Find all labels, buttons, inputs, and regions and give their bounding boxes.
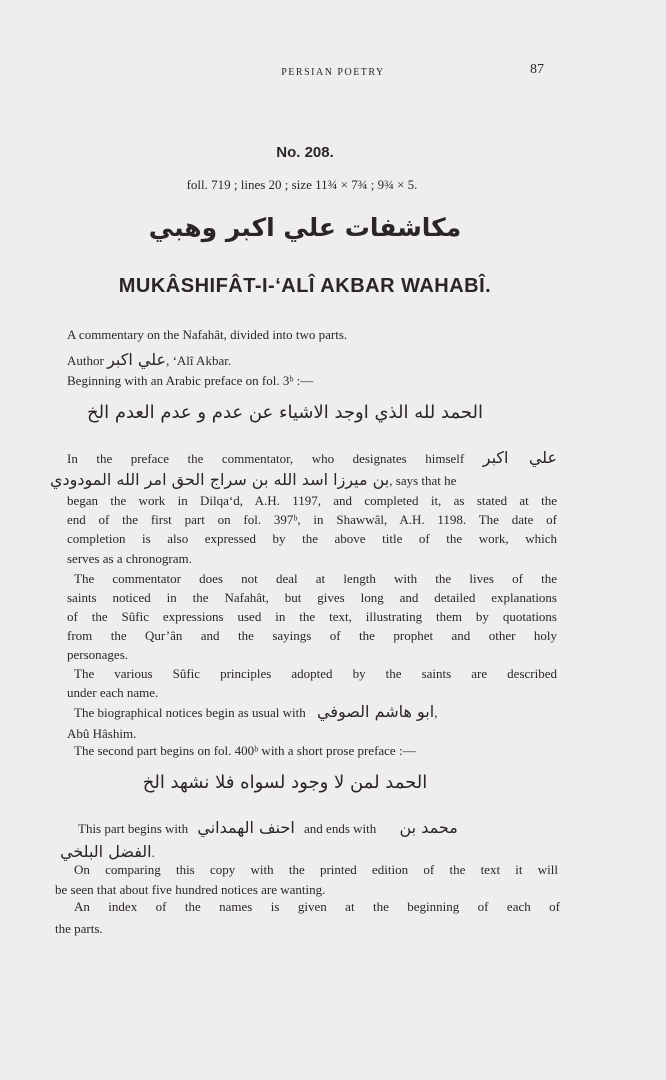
preface-text: , says that he bbox=[389, 473, 457, 488]
author-line bbox=[67, 350, 231, 369]
persian-title: مكاشفات علي اكبر وهبي bbox=[148, 213, 462, 242]
preface-line-2 bbox=[50, 470, 456, 489]
paragraph-5-line-1: The second part begins on fol. 400ᵇ with a short prose preface :— bbox=[74, 743, 416, 758]
commentator-full-arabic-name: بن ميرزا اسد الله بن سراج الحق امر الله المودودي bbox=[50, 470, 390, 489]
paragraph-8-line-2: the parts. bbox=[55, 921, 103, 936]
page-number: 87 bbox=[530, 62, 544, 77]
paragraph-text: and ends with bbox=[304, 821, 377, 836]
first-notice-arabic: احنف الهمداني bbox=[197, 818, 295, 837]
author-arabic-name: علي اكبر bbox=[107, 350, 167, 369]
paragraph-4-line-1 bbox=[74, 702, 437, 721]
arabic-second-preface-quote: الحمد لمن لا وجود لسواه فلا نشهد الخ bbox=[142, 772, 428, 793]
beginning-line: Beginning with an Arabic preface on fol. 3ᵇ :— bbox=[67, 373, 314, 388]
paragraph-2-line-2: saints noticed in the Nafahât, but gives long and detailed explanations bbox=[67, 590, 557, 605]
running-head: PERSIAN POETRY bbox=[281, 67, 385, 78]
preface-line-4: end of the first part on fol. 397ᵇ, in Shawwâl, A.H. 1198. The date of bbox=[67, 512, 557, 527]
last-notice-arabic-part-1: محمد بن bbox=[399, 818, 458, 837]
preface-line-3: began the work in Dilqa‘d, A.H. 1197, and completed it, as stated at the bbox=[67, 493, 557, 508]
author-transliteration: , ‘Alî Akbar. bbox=[166, 353, 232, 368]
description-line: A commentary on the Nafahât, divided into two parts. bbox=[67, 327, 348, 342]
author-label: Author bbox=[67, 353, 104, 368]
last-notice-arabic-part-2: الفضل البلخي bbox=[60, 842, 152, 861]
abu-hashim-arabic: ابو هاشم الصوفي bbox=[317, 702, 435, 721]
paragraph-8-line-1: An index of the names is given at the beginning of each of bbox=[74, 899, 560, 914]
paragraph-2-line-5: personages. bbox=[67, 647, 129, 662]
manuscript-specs: foll. 719 ; lines 20 ; size 11¾ × 7¾ ; 9¾ × 5. bbox=[186, 177, 418, 192]
paragraph-6-line-1 bbox=[78, 818, 458, 837]
paragraph-text: , bbox=[434, 705, 438, 720]
preface-line-5: completion is also expressed by the above title of the work, which bbox=[67, 531, 557, 546]
paragraph-text: . bbox=[151, 845, 155, 860]
preface-line-1 bbox=[67, 448, 557, 467]
paragraph-2-line-4: from the Qur’ân and the sayings of the prophet and other holy bbox=[67, 628, 557, 643]
paragraph-7-line-2: be seen that about five hundred notices are wanting. bbox=[55, 882, 326, 897]
preface-line-6: serves as a chronogram. bbox=[67, 551, 192, 566]
entry-number: No. 208. bbox=[276, 144, 334, 161]
paragraph-6-line-2 bbox=[60, 842, 155, 861]
paragraph-3-line-2: under each name. bbox=[67, 685, 159, 700]
paragraph-7-line-1: On comparing this copy with the printed edition of the text it will bbox=[74, 862, 558, 877]
arabic-opening-quote: الحمد لله الذي اوجد الاشياء عن عدم و عدم العدم الخ bbox=[87, 402, 483, 423]
commentator-arabic-name: علي اكبر bbox=[482, 448, 558, 467]
paragraph-2-line-3: of the Sûfic expressions used in the text, illustrating them by quotations bbox=[67, 609, 557, 624]
paragraph-2-line-1: The commentator does not deal at length with the lives of the bbox=[74, 571, 557, 586]
preface-text: In the preface the commentator, who designates himself bbox=[67, 451, 465, 466]
entry-title: MUKÂSHIFÂT-I-‘ALÎ AKBAR WAHABÎ. bbox=[118, 275, 492, 297]
paragraph-4-line-2: Abû Hâshim. bbox=[67, 726, 137, 741]
paragraph-text: The biographical notices begin as usual with bbox=[74, 705, 306, 720]
paragraph-text: This part begins with bbox=[78, 821, 189, 836]
paragraph-3-line-1: The various Sûfic principles adopted by the saints are described bbox=[74, 666, 557, 681]
